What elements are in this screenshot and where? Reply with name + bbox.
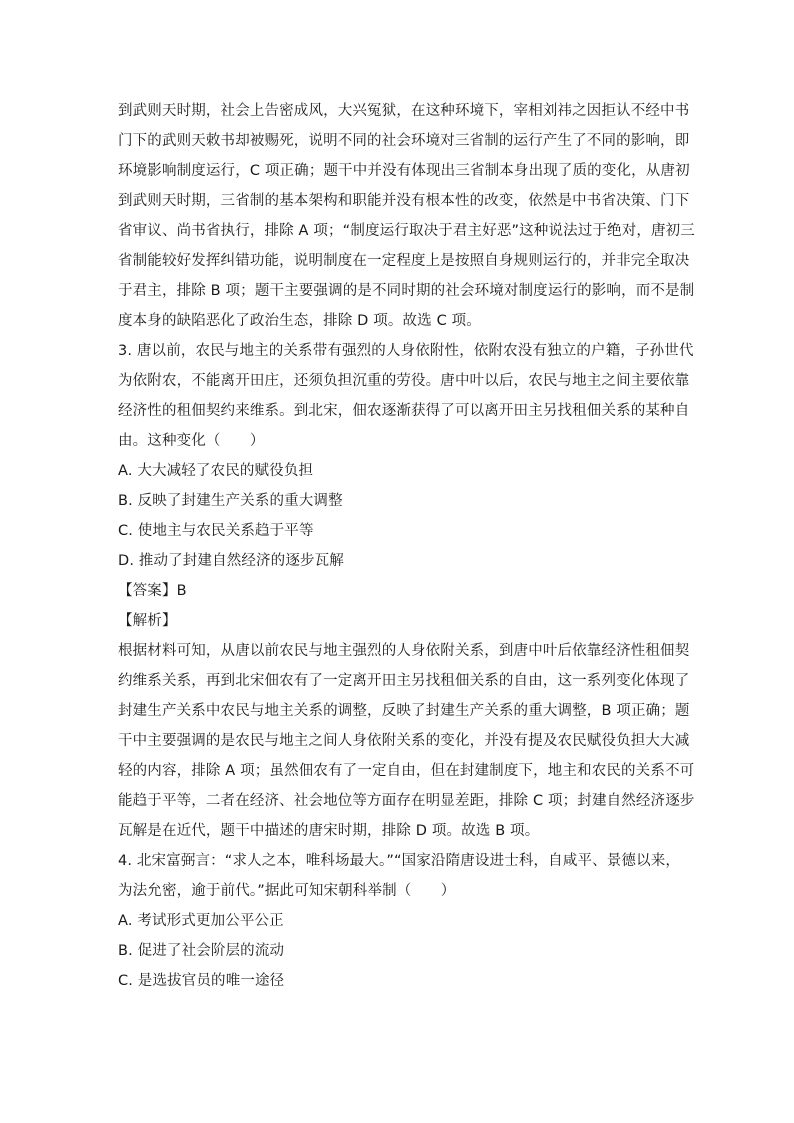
text-line: 为依附农，不能离开田庄，还须负担沉重的劳役。唐中叶以后，农民与地主之间主要依靠: [118, 373, 690, 389]
question-4: [118, 846, 683, 996]
text-line: 于君主，排除 B 项；题干主要强调的是不同时期的社会环境对制度运行的影响，而不是制: [118, 283, 695, 299]
text-line: 轻的内容，排除 A 项；虽然佃农有了一定自由，但在封建制度下，地主和农民的关系不可: [118, 763, 695, 779]
text-line: 度本身的缺陷恶化了政治生态，排除 D 项。故选 C 项。: [118, 313, 481, 329]
text-line: 瓦解是在近代，题干中描述的唐宋时期，排除 D 项。故选 B 项。: [118, 823, 540, 839]
question-3-options: [118, 456, 683, 576]
question-3-analysis: [118, 636, 695, 846]
text-line: 到武则天时期，三省制的基本架构和职能并没有根本性的改变，依然是中书省决策、门下: [118, 193, 690, 209]
option-a: A. 大大减轻了农民的赋役负担: [118, 463, 314, 479]
text-line: 省制能较好发挥纠错功能，说明制度在一定程度上是按照自身规则运行的，并非完全取决: [118, 253, 690, 269]
text-line: 经济性的租佃契约来维系。到北宋，佃农逐渐获得了可以离开田主另找租佃关系的某种自: [118, 403, 690, 419]
option-a: A. 考试形式更加公平公正: [118, 913, 284, 929]
analysis-label: 【解析】: [118, 613, 177, 629]
question-4-options: [118, 906, 683, 996]
text-line: 能趋于平等，二者在经济、社会地位等方面存在明显差距，排除 C 项；封建自然经济逐步: [118, 793, 695, 809]
text-line: 根据材料可知，从唐以前农民与地主强烈的人身依附关系，到唐中叶后依靠经济性租佃契: [118, 643, 690, 659]
text-line: 约维系关系，再到北宋佃农有了一定离开田主另找租佃关系的自由，这一系列变化体现了: [118, 673, 690, 689]
text-line: 为法允密，逾于前代。”据此可知宋朝科举制（ ）: [118, 883, 456, 899]
text-line: 3. 唐以前，农民与地主的关系带有强烈的人身依附性，依附农没有独立的户籍，子孙世代: [118, 343, 694, 359]
question-3: [118, 336, 695, 846]
option-c: C. 是选拔官员的唯一途径: [118, 973, 285, 989]
option-b: B. 反映了封建生产关系的重大调整: [118, 493, 343, 509]
text-line: 干中主要强调的是农民与地主之间人身依附关系的变化，并没有提及农民赋役负担大大减: [118, 733, 690, 749]
answer-label: 【答案】B: [118, 583, 187, 599]
question-3-stem: [118, 336, 694, 456]
text-line: 环境影响制度运行，C 项正确；题干中并没有体现出三省制本身出现了质的变化，从唐初: [118, 163, 690, 179]
option-c: C. 使地主与农民关系趋于平等: [118, 523, 314, 539]
document-page: [118, 96, 695, 996]
text-line: 到武则天时期，社会上告密成风，大兴冤狱，在这种环境下，宰相刘祎之因拒认不经中书: [118, 103, 690, 119]
option-b: B. 促进了社会阶层的流动: [118, 943, 285, 959]
text-line: 门下的武则天敕书却被赐死，说明不同的社会环境对三省制的运行产生了不同的影响，即: [118, 133, 690, 149]
text-line: 由。这种变化（ ）: [118, 433, 265, 449]
text-line: 4. 北宋富弼言：“求人之本，唯科场最大。”“国家沿隋唐设进士科，自咸平、景德以来，: [118, 853, 681, 869]
text-line: 省审议、尚书省执行，排除 A 项；“制度运行取决于君主好恶”这种说法过于绝对，唐初三: [118, 223, 695, 239]
q2-analysis-continued: [118, 96, 695, 336]
question-4-stem: [118, 846, 683, 906]
option-d: D. 推动了封建自然经济的逐步瓦解: [118, 553, 344, 569]
text-line: 封建生产关系中农民与地主关系的调整，反映了封建生产关系的重大调整，B 项正确；题: [118, 703, 690, 719]
